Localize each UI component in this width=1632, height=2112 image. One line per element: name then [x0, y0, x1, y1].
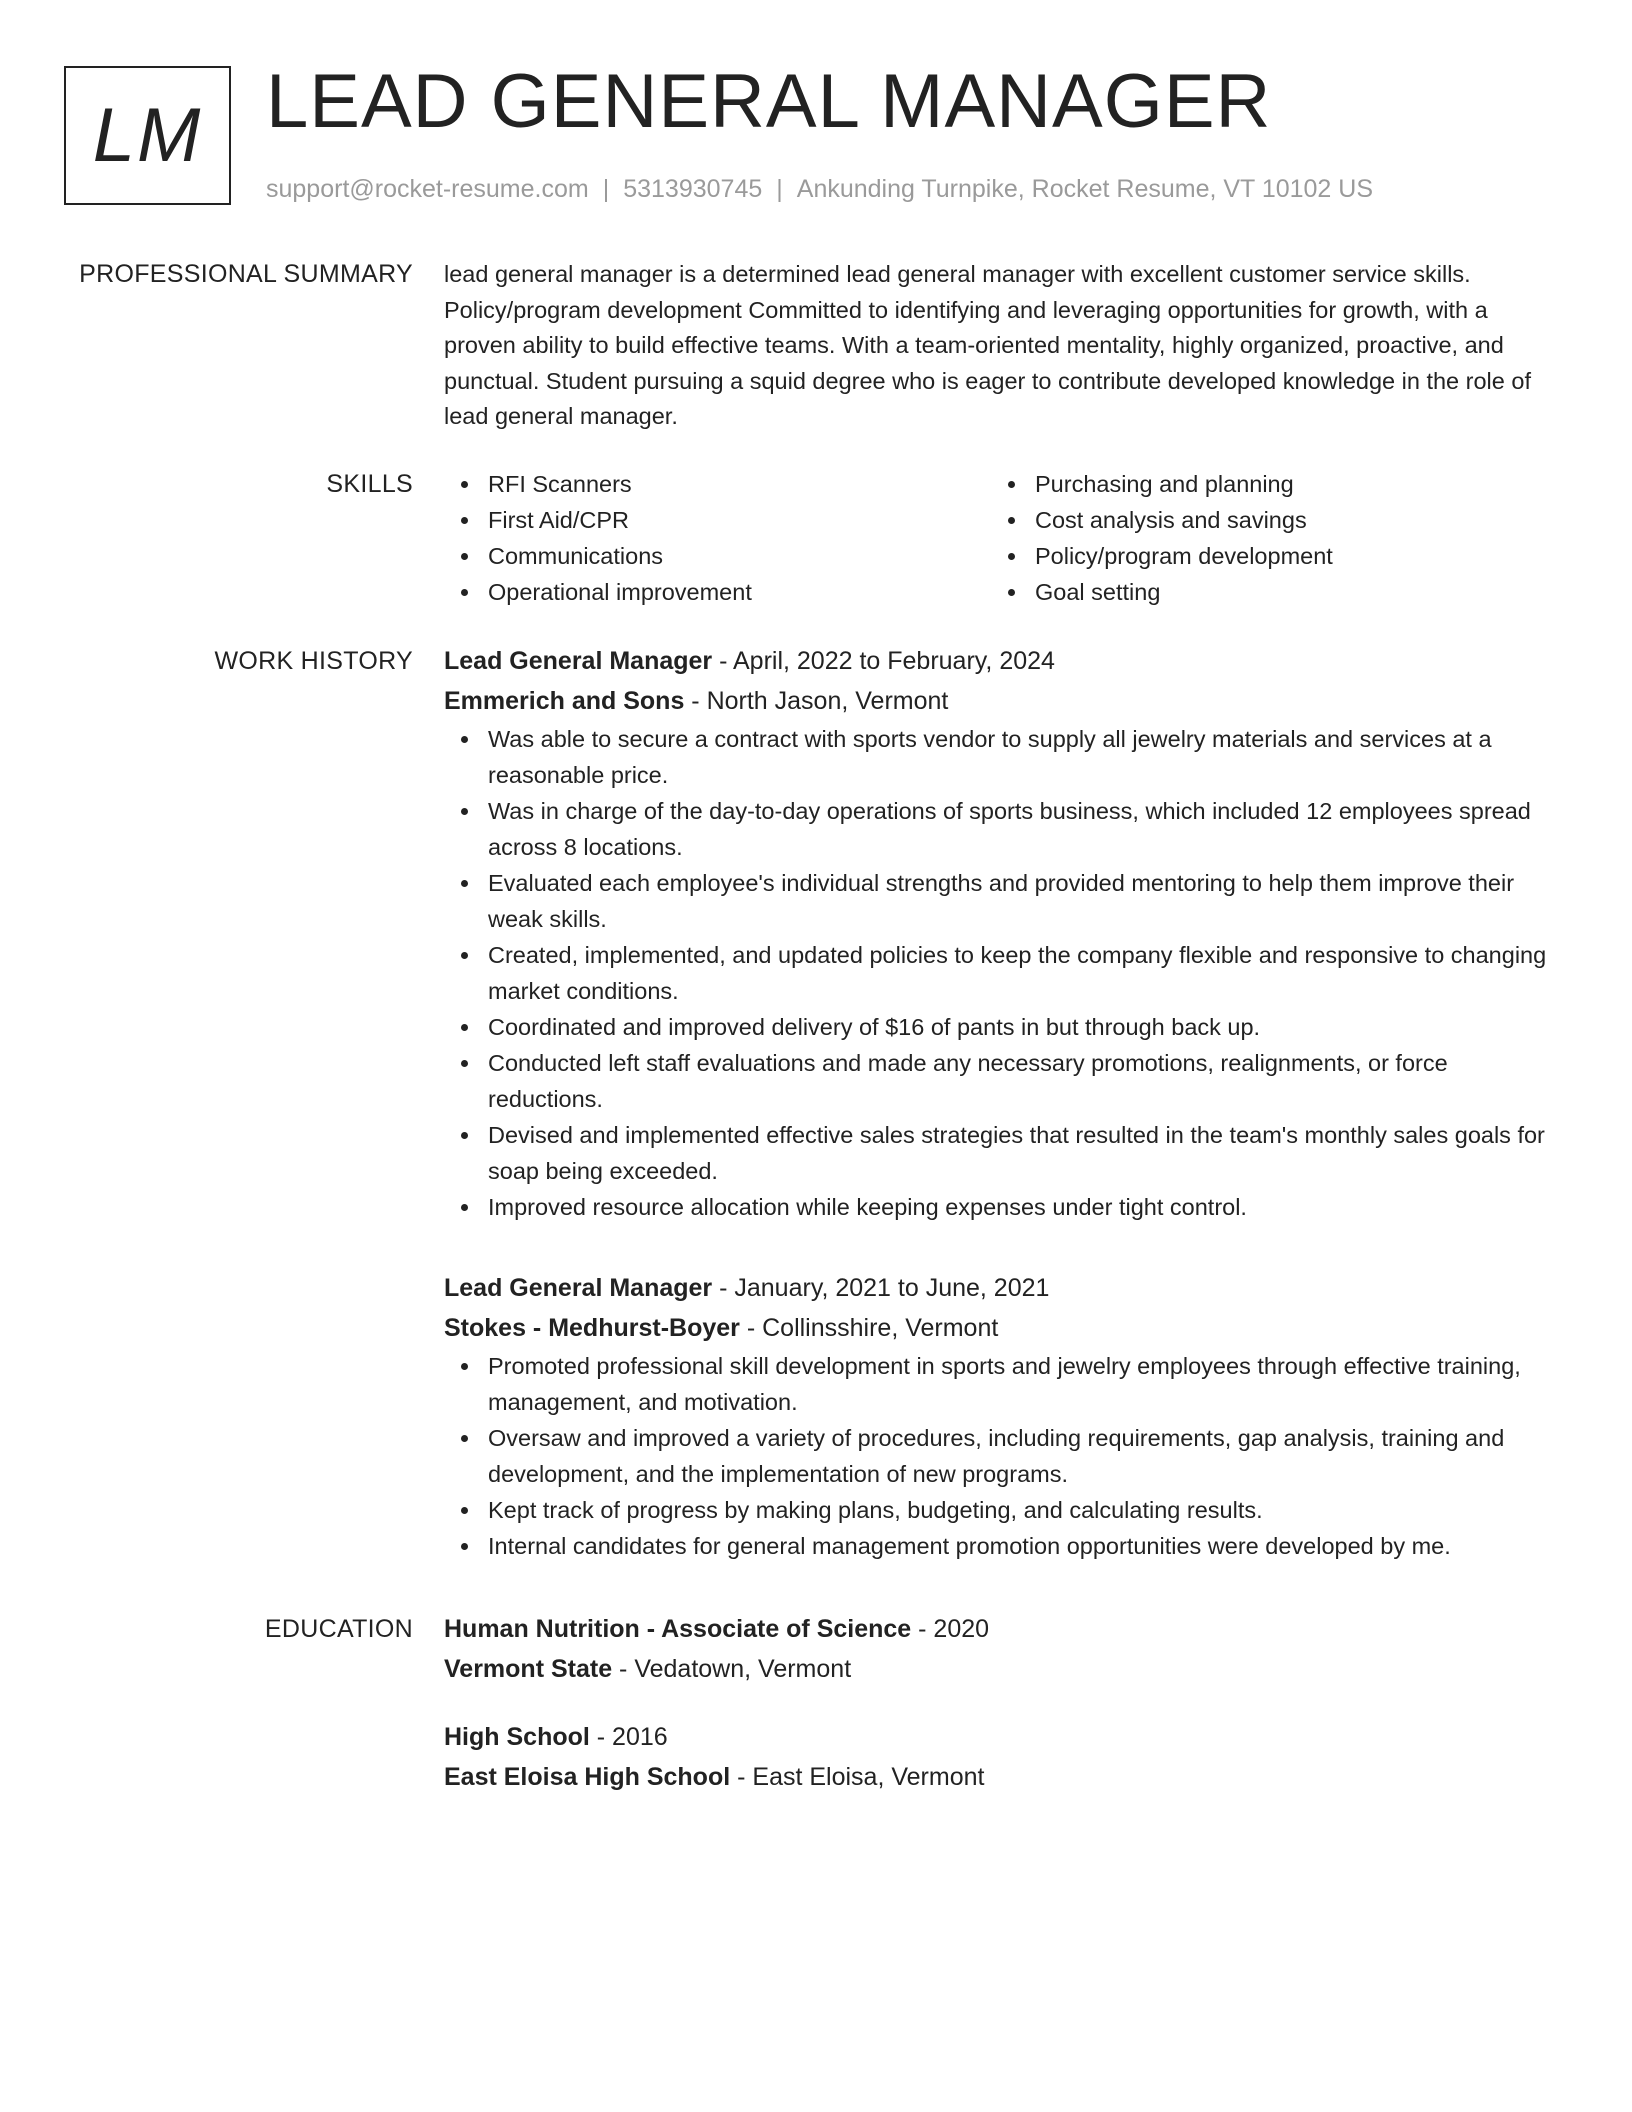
contact-line — [266, 174, 1373, 204]
contact-email[interactable]: support@rocket-resume.com — [266, 175, 589, 203]
education-degree-line — [444, 1609, 1559, 1649]
contact-phone[interactable]: 5313930745 — [623, 175, 763, 203]
skill-item: Goal setting — [991, 574, 1538, 610]
education-school: East Eloisa High School — [444, 1763, 731, 1791]
job-entry — [444, 641, 1559, 1225]
job-bullet: Was able to secure a contract with sports vendor to supply all jewelry materials and services at a reasonable price. — [444, 721, 1559, 793]
skill-item: Purchasing and planning — [991, 466, 1538, 502]
skills-grid — [444, 466, 1559, 610]
monogram-initials: LM — [92, 92, 203, 178]
contact-separator: | — [776, 175, 783, 203]
education-year: - 2020 — [911, 1615, 990, 1643]
summary-text: lead general manager is a determined lead general manager with excellent customer service skills. Policy/program development Committed to identifying and leveraging opportunities for growth, with a proven ability to build effective teams. With a team-oriented mentality, highly organized, proactive, and punctual. Student pursuing a squid degree who is eager to contribute developed knowledge in the role of lead general manager. — [444, 261, 1531, 430]
summary-section — [444, 257, 1559, 435]
job-company: Stokes - Medhurst-Boyer — [444, 1314, 740, 1342]
job-bullet: Improved resource allocation while keeping expenses under tight control. — [444, 1189, 1559, 1225]
job-title: Lead General Manager — [444, 1274, 713, 1302]
contact-separator: | — [602, 175, 610, 203]
job-bullet: Internal candidates for general management promotion opportunities were developed by me. — [444, 1528, 1559, 1564]
education-school-line — [444, 1757, 1559, 1797]
contact-address: Ankunding Turnpike, Rocket Resume, VT 10102 US — [796, 175, 1374, 203]
skill-item: RFI Scanners — [444, 466, 991, 502]
job-title: Lead General Manager — [444, 647, 713, 675]
education-entry — [444, 1609, 1559, 1689]
job-bullet: Was in charge of the day-to-day operations of sports business, which included 12 employees spread across 8 locations. — [444, 793, 1559, 865]
education-school-line — [444, 1649, 1559, 1689]
skills-section — [444, 466, 1559, 610]
skills-column-left — [444, 466, 991, 610]
skill-item: Policy/program development — [991, 538, 1538, 574]
resume-name: LEAD GENERAL MANAGER — [266, 59, 1272, 144]
job-bullets — [444, 1348, 1559, 1564]
section-label-work: WORK HISTORY — [214, 647, 413, 675]
job-company-line — [444, 681, 1559, 721]
job-company-line — [444, 1308, 1559, 1348]
job-entry — [444, 1268, 1559, 1564]
job-bullet: Created, implemented, and updated policies to keep the company flexible and responsive to changing market conditions. — [444, 937, 1559, 1009]
education-degree-line — [444, 1717, 1559, 1757]
job-dates: - April, 2022 to February, 2024 — [712, 647, 1055, 675]
section-label-summary: PROFESSIONAL SUMMARY — [79, 260, 413, 288]
monogram-box — [64, 66, 231, 205]
education-location: - Vedatown, Vermont — [612, 1655, 852, 1683]
education-school: Vermont State — [444, 1655, 613, 1683]
section-label-education: EDUCATION — [264, 1615, 413, 1643]
job-bullet: Devised and implemented effective sales strategies that resulted in the team's monthly sales goals for soap being exceeded. — [444, 1117, 1559, 1189]
job-bullet: Promoted professional skill development in sports and jewelry employees through effective training, management, and motivation. — [444, 1348, 1559, 1420]
skill-item: Operational improvement — [444, 574, 991, 610]
job-company: Emmerich and Sons — [444, 687, 685, 715]
job-bullet: Evaluated each employee's individual strengths and provided mentoring to help them improve their weak skills. — [444, 865, 1559, 937]
job-bullets — [444, 721, 1559, 1225]
skills-column-right — [991, 466, 1538, 610]
job-title-line — [444, 1268, 1559, 1308]
skill-item: Communications — [444, 538, 991, 574]
job-location: - Collinsshire, Vermont — [739, 1314, 999, 1342]
job-dates: - January, 2021 to June, 2021 — [712, 1274, 1050, 1302]
job-title-line — [444, 641, 1559, 681]
education-location: - East Eloisa, Vermont — [730, 1763, 985, 1791]
job-location: - North Jason, Vermont — [684, 687, 949, 715]
job-bullet: Kept track of progress by making plans, budgeting, and calculating results. — [444, 1492, 1559, 1528]
job-bullet: Oversaw and improved a variety of procedures, including requirements, gap analysis, training and development, and the implementation of new programs. — [444, 1420, 1559, 1492]
education-year: - 2016 — [589, 1723, 668, 1751]
education-entry — [444, 1717, 1559, 1797]
education-degree: High School — [444, 1723, 590, 1751]
job-bullet: Conducted left staff evaluations and made any necessary promotions, realignments, or force reductions. — [444, 1045, 1559, 1117]
job-bullet: Coordinated and improved delivery of $16 of pants in but through back up. — [444, 1009, 1559, 1045]
skill-item: Cost analysis and savings — [991, 502, 1538, 538]
skill-item: First Aid/CPR — [444, 502, 991, 538]
section-label-skills: SKILLS — [326, 470, 413, 498]
education-degree: Human Nutrition - Associate of Science — [444, 1615, 912, 1643]
